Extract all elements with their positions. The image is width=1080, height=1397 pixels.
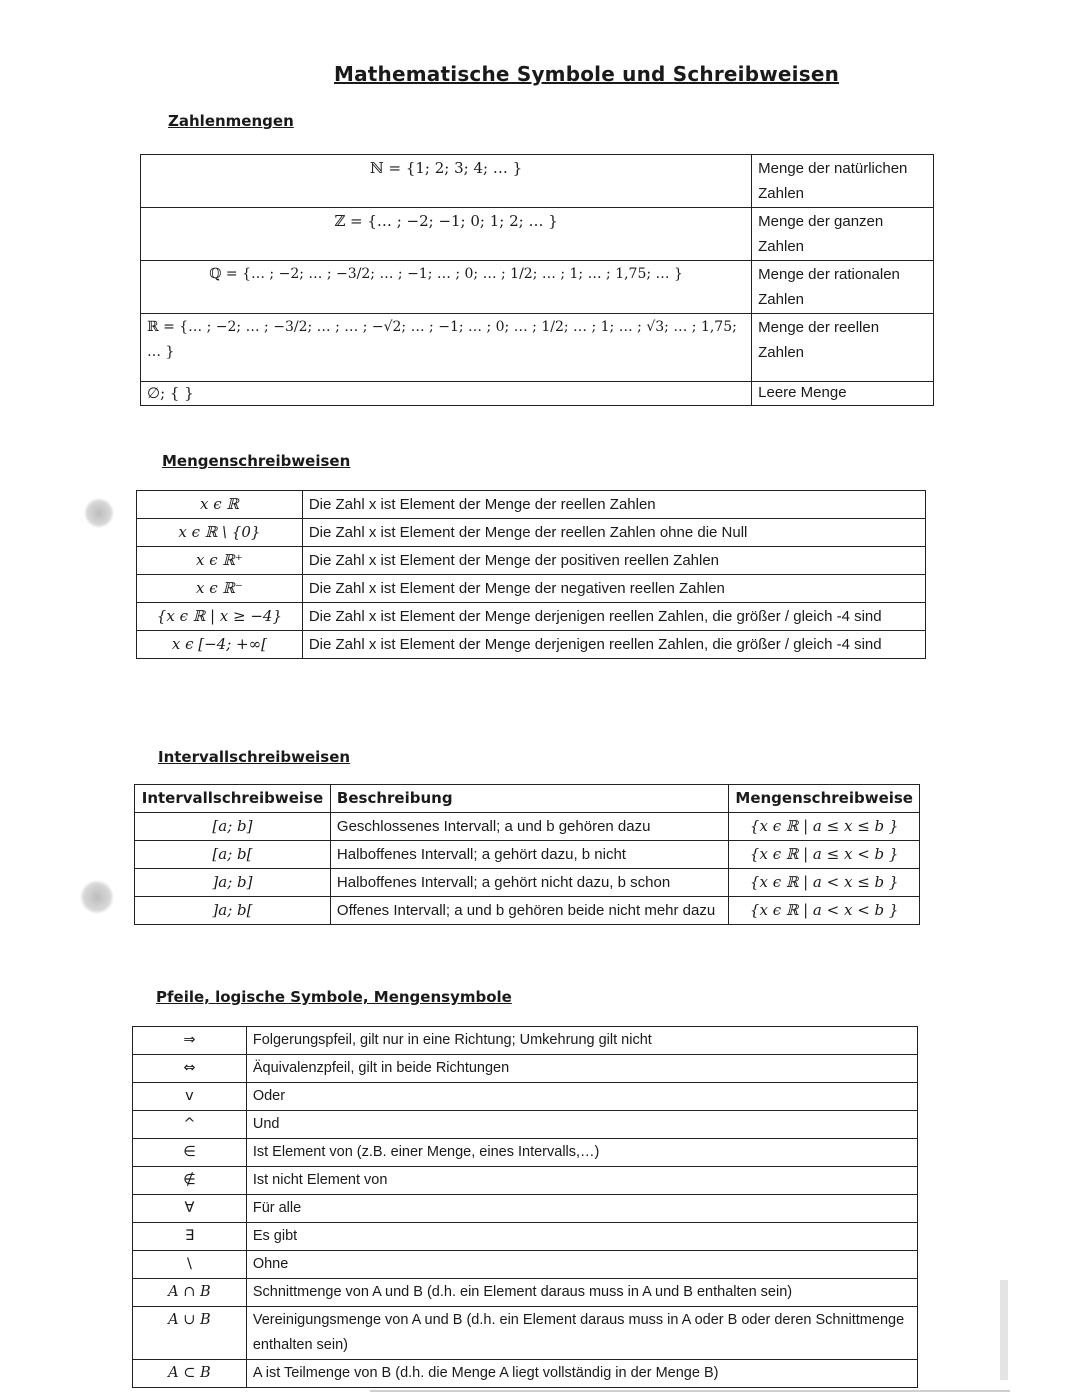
table-row [133,1055,918,1083]
table-row [133,1083,918,1111]
formula-cell: ℤ = {… ; −2; −1; 0; 1; 2; … } [141,208,752,261]
symbol-cell: v [133,1083,247,1111]
symbol-cell: ^ [133,1111,247,1139]
table-row [133,1307,918,1360]
desc-cell: Halboffenes Intervall; a gehört nicht dazu, b schon [330,869,728,897]
desc-cell: Für alle [246,1195,917,1223]
table-row [141,382,934,406]
desc-cell: Offenes Intervall; a und b gehören beide nicht mehr dazu [330,897,728,925]
table-row [141,208,934,261]
desc-cell: Die Zahl x ist Element der Menge derjenigen reellen Zahlen, die größer / gleich -4 sind [302,603,925,631]
symbol-cell: ∈ [133,1139,247,1167]
symbol-cell: \ [133,1251,247,1279]
table-row [135,841,920,869]
desc-cell: Leere Menge [752,382,934,406]
formula-cell: ℝ = {… ; −2; … ; −3/2; … ; … ; −√2; … ; −1; … ; 0; … ; 1/2; … ; 1; … ; √3; … ; 1,75; … } [141,314,752,382]
interval-cell: ]a; b] [135,869,331,897]
table-header-row [135,785,920,813]
formula-cell: ℕ = {1; 2; 3; 4; … } [141,155,752,208]
desc-cell: Äquivalenzpfeil, gilt in beide Richtungen [246,1055,917,1083]
desc-cell: Halboffenes Intervall; a gehört dazu, b nicht [330,841,728,869]
table-row [141,314,934,382]
desc-cell: Menge der reellen Zahlen [752,314,934,382]
page-edge-shadow [1000,1280,1008,1380]
desc-cell: Menge der natürlichen Zahlen [752,155,934,208]
desc-cell: Vereinigungsmenge von A und B (d.h. ein Element daraus muss in A oder B oder deren Schnittmenge enthalten sein) [246,1307,917,1360]
table-mengenschreibweisen [136,490,926,659]
desc-cell: Und [246,1111,917,1139]
symbol-cell: ∀ [133,1195,247,1223]
desc-cell: Die Zahl x ist Element der Menge derjenigen reellen Zahlen, die größer / gleich -4 sind [302,631,925,659]
table-row [133,1167,918,1195]
formula-cell: ∅; { } [141,382,752,406]
table-row [135,897,920,925]
desc-cell: A ist Teilmenge von B (d.h. die Menge A liegt vollständig in der Menge B) [246,1360,917,1388]
desc-cell: Ohne [246,1251,917,1279]
formula-cell: ℚ = {… ; −2; … ; −3/2; … ; −1; … ; 0; … ; 1/2; … ; 1; … ; 1,75; … } [141,261,752,314]
symbol-cell: A ∪ B [133,1307,247,1360]
table-row [135,813,920,841]
table-pfeile [132,1026,918,1388]
desc-cell: Die Zahl x ist Element der Menge der reellen Zahlen [302,491,925,519]
table-row [133,1360,918,1388]
desc-cell: Menge der rationalen Zahlen [752,261,934,314]
table-row [133,1279,918,1307]
interval-cell: ]a; b[ [135,897,331,925]
desc-cell: Menge der ganzen Zahlen [752,208,934,261]
table-row [137,631,926,659]
symbol-cell: x ϵ ℝ⁺ [137,547,303,575]
header-beschreibung: Beschreibung [330,785,728,813]
desc-cell: Geschlossenes Intervall; a und b gehören dazu [330,813,728,841]
page-edge-shadow [370,1390,1010,1392]
desc-cell: Die Zahl x ist Element der Menge der negativen reellen Zahlen [302,575,925,603]
table-row [137,603,926,631]
set-cell: {x ϵ ℝ | a < x < b } [729,897,920,925]
symbol-cell: x ϵ ℝ [137,491,303,519]
table-row [141,155,934,208]
interval-cell: [a; b[ [135,841,331,869]
interval-cell: [a; b] [135,813,331,841]
symbol-cell: x ϵ [−4; +∞[ [137,631,303,659]
header-intervallschreibweise: Intervallschreibweise [135,785,331,813]
symbol-cell: ⇒ [133,1027,247,1055]
desc-cell: Die Zahl x ist Element der Menge der positiven reellen Zahlen [302,547,925,575]
symbol-cell: ∉ [133,1167,247,1195]
page-title: Mathematische Symbole und Schreibweisen [334,62,840,86]
table-zahlenmengen [140,154,934,406]
section-title-pfeile: Pfeile, logische Symbole, Mengensymbole [156,988,512,1006]
desc-cell: Oder [246,1083,917,1111]
header-mengenschreibweise: Mengenschreibweise [729,785,920,813]
symbol-cell: A ⊂ B [133,1360,247,1388]
table-row [137,519,926,547]
section-title-mengenschreibweisen: Mengenschreibweisen [162,452,351,470]
desc-cell: Ist Element von (z.B. einer Menge, eines Intervalls,…) [246,1139,917,1167]
symbol-cell: ⇔ [133,1055,247,1083]
desc-cell: Es gibt [246,1223,917,1251]
table-row [133,1111,918,1139]
table-intervallschreibweisen [134,784,920,925]
table-row [133,1139,918,1167]
symbol-cell: x ϵ ℝ \ {0} [137,519,303,547]
desc-cell: Ist nicht Element von [246,1167,917,1195]
symbol-cell: x ϵ ℝ⁻ [137,575,303,603]
table-row [133,1251,918,1279]
table-row [133,1223,918,1251]
section-title-intervallschreibweisen: Intervallschreibweisen [158,748,351,766]
desc-cell: Schnittmenge von A und B (d.h. ein Element daraus muss in A und B enthalten sein) [246,1279,917,1307]
table-row [133,1195,918,1223]
symbol-cell: ∃ [133,1223,247,1251]
table-row [137,491,926,519]
table-row [141,261,934,314]
table-row [135,869,920,897]
set-cell: {x ϵ ℝ | a < x ≤ b } [729,869,920,897]
table-row [133,1027,918,1055]
table-row [137,575,926,603]
symbol-cell: {x ϵ ℝ | x ≥ −4} [137,603,303,631]
set-cell: {x ϵ ℝ | a ≤ x ≤ b } [729,813,920,841]
ink-blot [80,880,114,914]
desc-cell: Die Zahl x ist Element der Menge der reellen Zahlen ohne die Null [302,519,925,547]
table-row [137,547,926,575]
desc-cell: Folgerungspfeil, gilt nur in eine Richtung; Umkehrung gilt nicht [246,1027,917,1055]
symbol-cell: A ∩ B [133,1279,247,1307]
section-title-zahlenmengen: Zahlenmengen [168,112,294,130]
ink-blot [84,498,114,528]
set-cell: {x ϵ ℝ | a ≤ x < b } [729,841,920,869]
